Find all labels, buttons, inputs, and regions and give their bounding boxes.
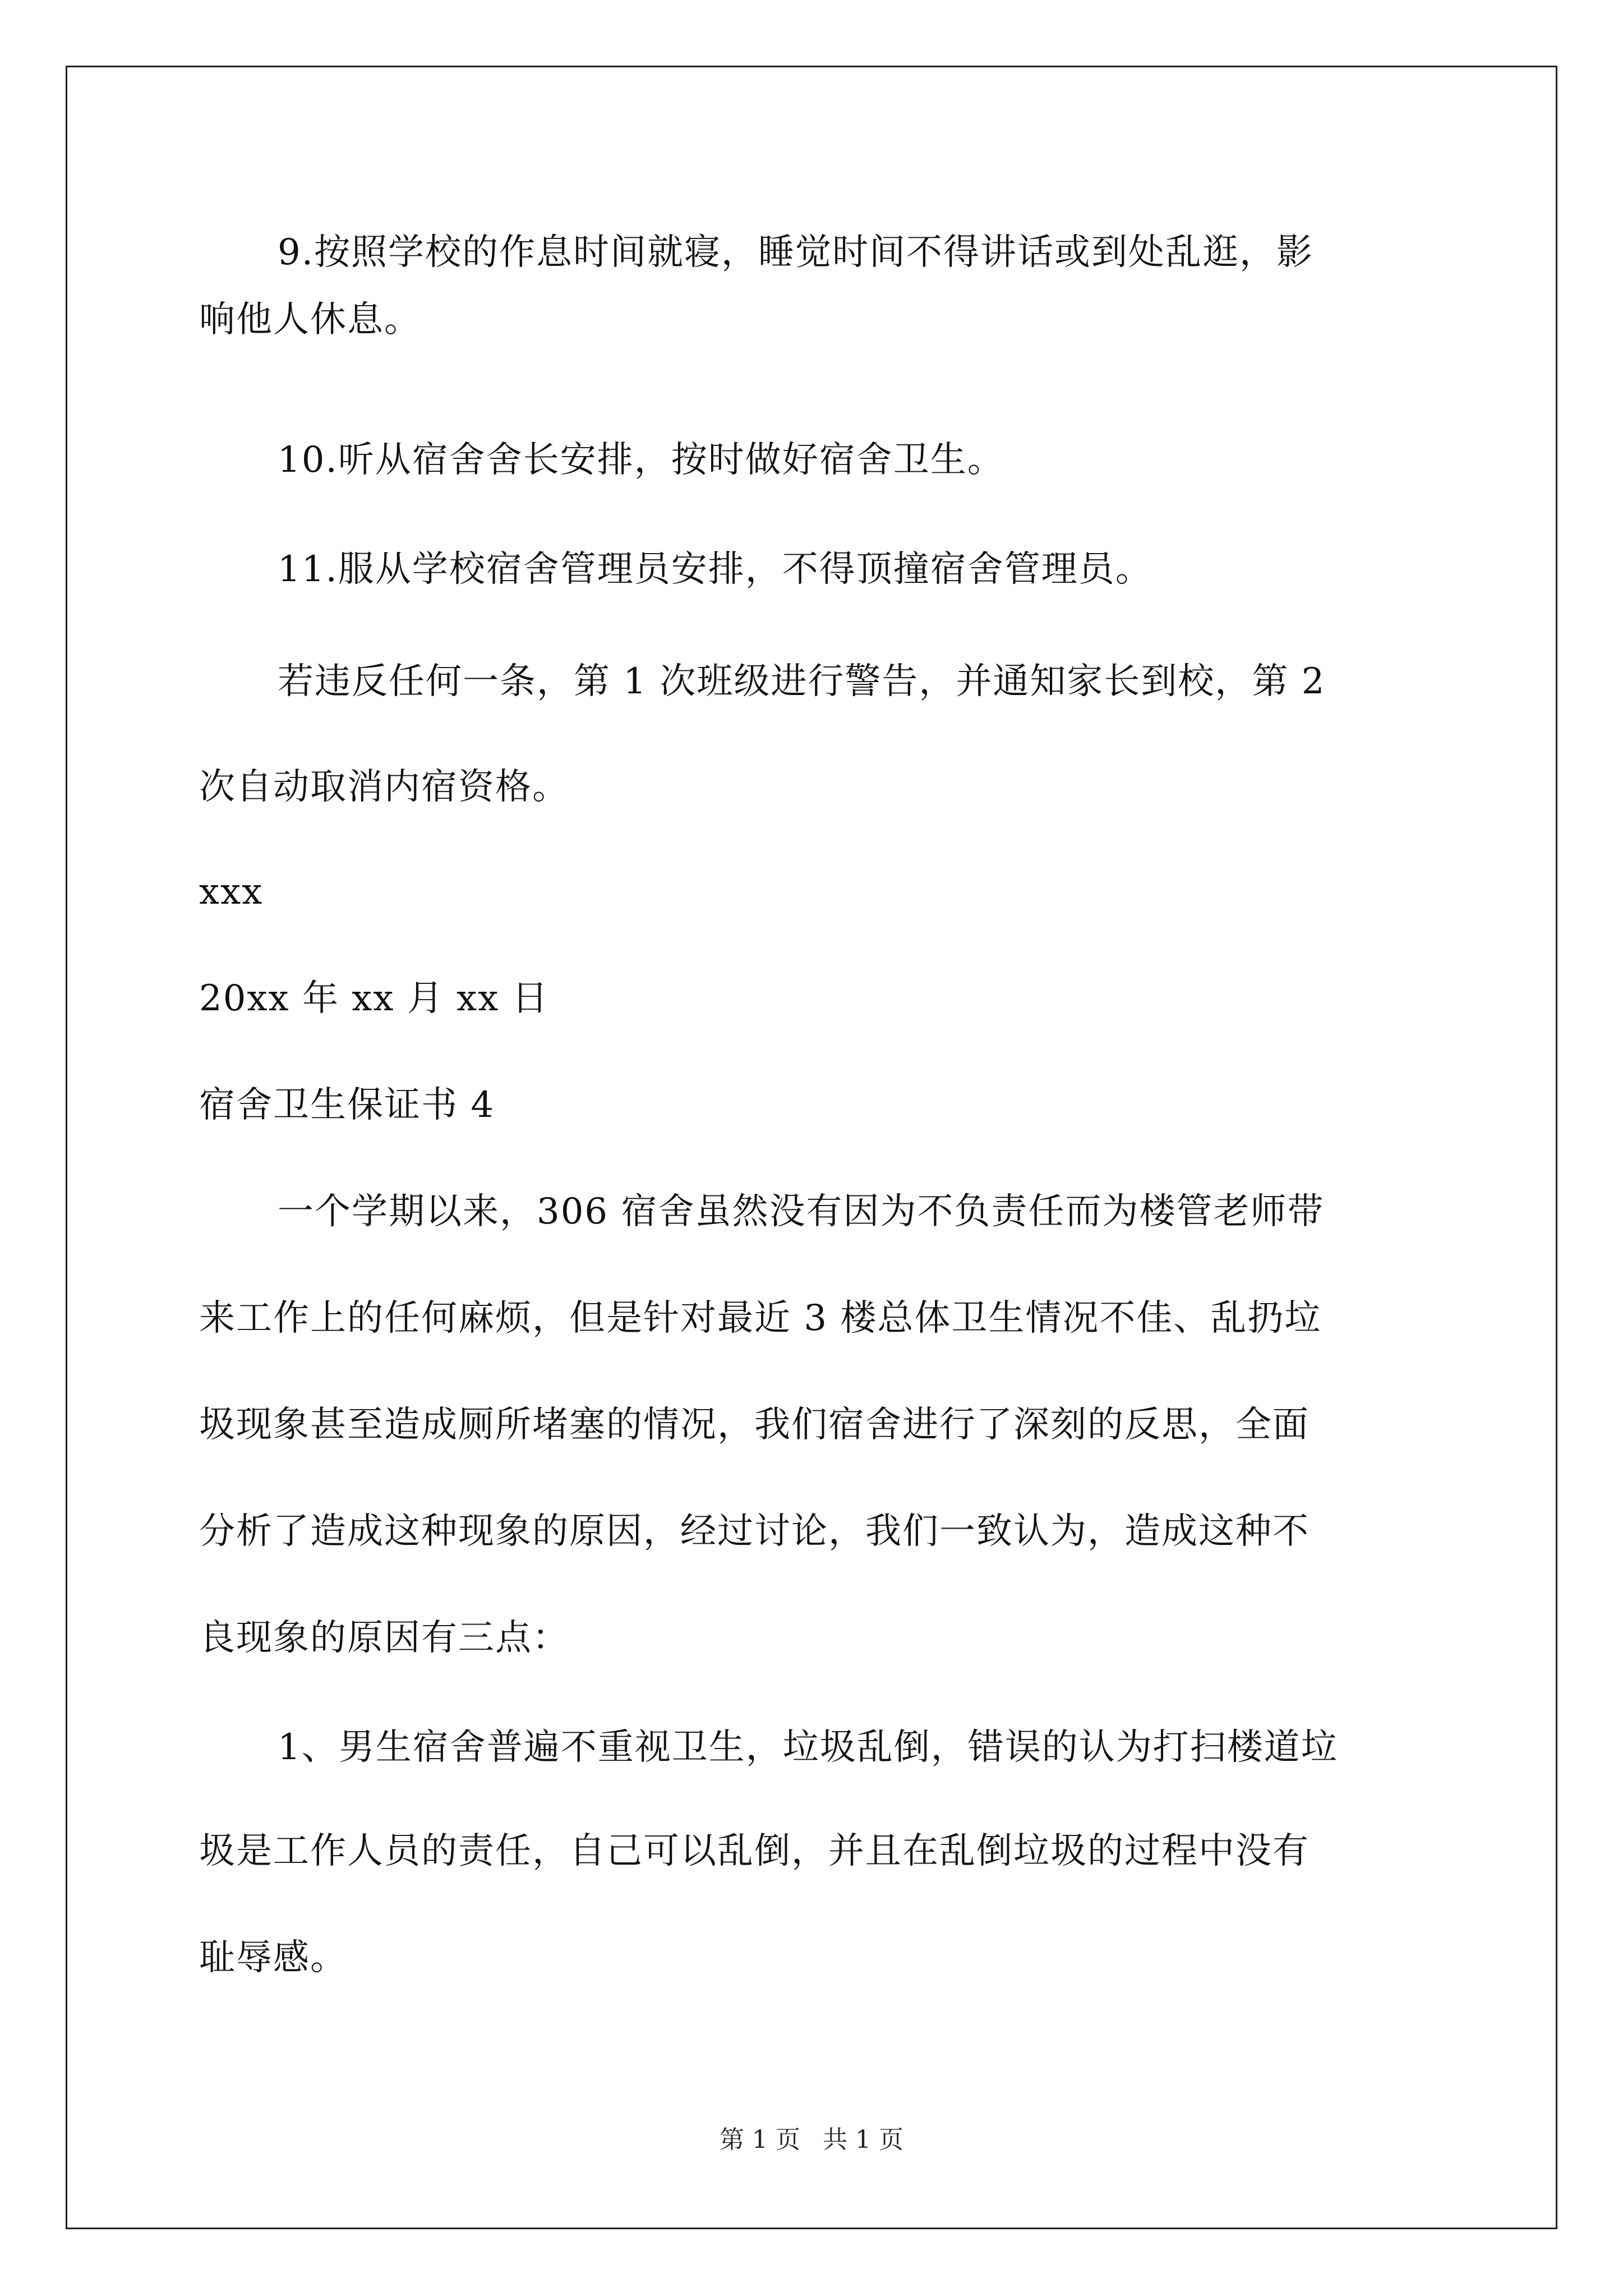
text-line: 10.听从宿舍舍长安排，按时做好宿舍卫生。 xyxy=(278,439,1004,481)
text-line: 响他人休息。 xyxy=(199,299,421,341)
text-line: 圾是工作人员的责任，自己可以乱倒，并且在乱倒垃圾的过程中没有 xyxy=(199,1830,1310,1872)
text-line: 耻辱感。 xyxy=(199,1937,347,1978)
text-line: 若违反任何一条，第 1 次班级进行警告，并通知家长到校，第 2 xyxy=(278,661,1326,702)
text-line: 次自动取消内宿资格。 xyxy=(199,766,569,808)
date-line: 20xx 年 xx 月 xx 日 xyxy=(199,978,549,1019)
text-line: 9.按照学校的作息时间就寝，睡觉时间不得讲话或到处乱逛，影 xyxy=(278,232,1314,273)
section-title: 宿舍卫生保证书 4 xyxy=(199,1084,495,1126)
text-line: 良现象的原因有三点： xyxy=(199,1617,569,1659)
page-total: 共 1 页 xyxy=(823,2125,903,2154)
page-footer xyxy=(0,2123,1623,2157)
text-line: 11.服从学校宿舍管理员安排，不得顶撞宿舍管理员。 xyxy=(278,549,1152,590)
text-line: 一个学期以来，306 宿舍虽然没有因为不负责任而为楼管老师带 xyxy=(278,1191,1325,1232)
text-line: 分析了造成这种现象的原因，经过讨论，我们一致认为，造成这种不 xyxy=(199,1511,1310,1552)
signature-name: xxx xyxy=(199,871,264,913)
text-line: 圾现象甚至造成厕所堵塞的情况，我们宿舍进行了深刻的反思，全面 xyxy=(199,1404,1310,1446)
text-line: 1、男生宿舍普遍不重视卫生，垃圾乱倒，错误的认为打扫楼道垃 xyxy=(278,1727,1338,1768)
page-number: 第 1 页 xyxy=(720,2125,800,2154)
page-border xyxy=(66,66,1557,2229)
text-line: 来工作上的任何麻烦，但是针对最近 3 楼总体卫生情况不佳、乱扔垃 xyxy=(199,1297,1322,1339)
